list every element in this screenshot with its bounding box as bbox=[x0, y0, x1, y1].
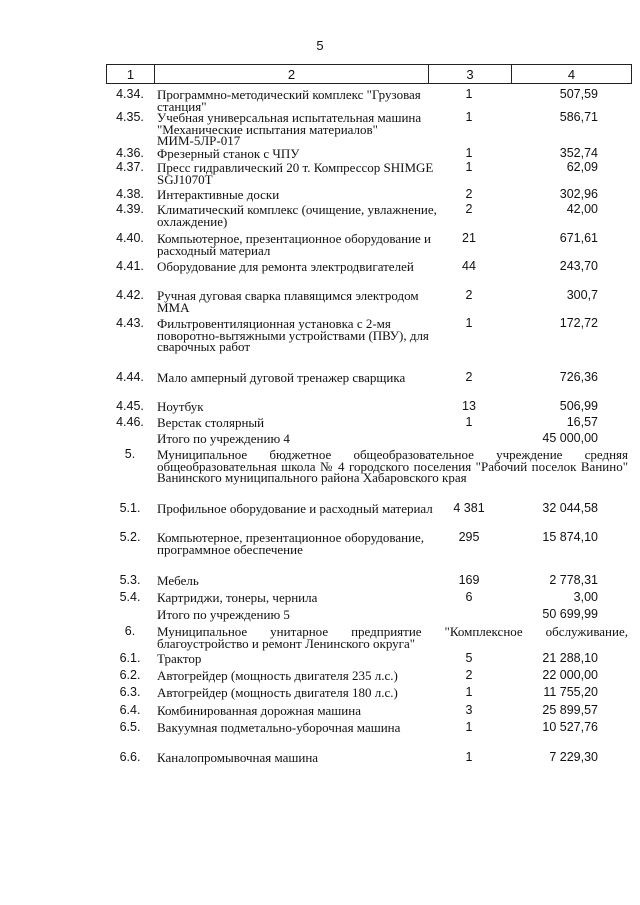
item-quantity: 2 bbox=[465, 288, 473, 302]
organization-row bbox=[106, 626, 632, 653]
item-quantity: 295 bbox=[458, 530, 480, 544]
item-quantity: 3 bbox=[465, 703, 473, 717]
item-sum: 3,00 bbox=[573, 590, 598, 604]
item-name: Фильтровентиляционная установка с 2-мя поворотно-вытяжными устройствами (ПВУ), для сварочных работ bbox=[157, 316, 429, 354]
row-number: 4.41. bbox=[116, 259, 144, 273]
item-quantity: 1 bbox=[465, 415, 473, 429]
table-row bbox=[106, 162, 632, 189]
row-number: 4.35. bbox=[116, 110, 144, 124]
item-name: Программно-методический комплекс "Грузовая станция" bbox=[157, 87, 421, 114]
item-quantity: 2 bbox=[465, 187, 473, 201]
item-sum: 10 527,76 bbox=[542, 720, 598, 734]
item-sum: 22 000,00 bbox=[542, 668, 598, 682]
row-number: 6.3. bbox=[119, 685, 141, 699]
item-name: Вакуумная подметально-уборочная машина bbox=[157, 720, 401, 735]
table-row bbox=[106, 503, 632, 532]
item-sum: 62,09 bbox=[566, 160, 598, 174]
item-quantity: 2 bbox=[465, 370, 473, 384]
item-sum: 671,61 bbox=[559, 231, 598, 245]
row-number: 4.45. bbox=[116, 399, 144, 413]
row-number: 4.43. bbox=[116, 316, 144, 330]
row-number: 4.39. bbox=[116, 202, 144, 216]
table-header bbox=[106, 64, 632, 84]
item-name: Итого по учреждению 4 bbox=[157, 431, 290, 446]
row-number: 5.1. bbox=[119, 501, 141, 515]
item-sum: 50 699,99 bbox=[542, 607, 598, 621]
table-row bbox=[106, 261, 632, 290]
table-row bbox=[106, 752, 632, 769]
row-number: 5.3. bbox=[119, 573, 141, 587]
item-name: Мебель bbox=[157, 573, 199, 588]
header-col-3: 3 bbox=[429, 65, 512, 83]
item-name: Автогрейдер (мощность двигателя 235 л.с.) bbox=[157, 668, 398, 683]
item-name: Ручная дуговая сварка плавящимся электродом ММА bbox=[157, 288, 419, 315]
item-quantity: 21 bbox=[462, 231, 476, 245]
item-sum: 16,57 bbox=[566, 415, 598, 429]
header-col-2: 2 bbox=[155, 65, 429, 83]
row-number: 6.1. bbox=[119, 651, 141, 665]
header-col-1: 1 bbox=[107, 65, 155, 83]
item-sum: 25 899,57 bbox=[542, 703, 598, 717]
row-number: 6.5. bbox=[119, 720, 141, 734]
item-quantity: 1 bbox=[465, 110, 473, 124]
row-number: 4.46. bbox=[116, 415, 144, 429]
table-row bbox=[106, 722, 632, 752]
item-sum: 32 044,58 bbox=[542, 501, 598, 515]
item-quantity: 1 bbox=[465, 146, 473, 160]
table-body bbox=[106, 89, 632, 769]
row-number: 6.4. bbox=[119, 703, 141, 717]
item-quantity: 1 bbox=[465, 750, 473, 764]
row-number: 4.38. bbox=[116, 187, 144, 201]
item-name: Верстак столярный bbox=[157, 415, 265, 430]
item-name: Профильное оборудование и расходный материал bbox=[157, 501, 433, 516]
row-number: 5. bbox=[124, 447, 136, 461]
item-name: Оборудование для ремонта электродвигателей bbox=[157, 259, 414, 274]
item-sum: 507,59 bbox=[559, 87, 598, 101]
item-name: Фрезерный станок с ЧПУ bbox=[157, 146, 300, 161]
table-row bbox=[106, 89, 632, 112]
item-quantity: 1 bbox=[465, 87, 473, 101]
row-number: 4.34. bbox=[116, 87, 144, 101]
item-quantity: 2 bbox=[465, 202, 473, 216]
item-quantity: 1 bbox=[465, 720, 473, 734]
page-number: 5 bbox=[316, 38, 324, 53]
item-name: Мало амперный дуговой тренажер сварщика bbox=[157, 370, 406, 385]
item-name: Компьютерное, презентационное оборудование, программное обеспечение bbox=[157, 530, 425, 557]
item-quantity: 5 bbox=[465, 651, 473, 665]
item-quantity: 44 bbox=[462, 259, 476, 273]
item-name: Интерактивные доски bbox=[157, 187, 280, 202]
table-row bbox=[106, 290, 632, 318]
item-sum: 7 229,30 bbox=[549, 750, 598, 764]
organization-row bbox=[106, 449, 632, 503]
table-row bbox=[106, 318, 632, 372]
item-quantity: 2 bbox=[465, 668, 473, 682]
row-number: 6. bbox=[124, 624, 136, 638]
item-sum: 45 000,00 bbox=[542, 431, 598, 445]
item-name: Комбинированная дорожная машина bbox=[157, 703, 361, 718]
row-number: 4.40. bbox=[116, 231, 144, 245]
item-name: Автогрейдер (мощность двигателя 180 л.с.) bbox=[157, 685, 398, 700]
organization-name: Муниципальное бюджетное общеобразовательное учреждение средняя общеобразовательная школа № 4 городского поселения "Рабочий поселок Ванино" Ванинского муниципального района Хабаровского края bbox=[157, 447, 628, 485]
item-quantity: 1 bbox=[465, 316, 473, 330]
item-sum: 15 874,10 bbox=[542, 530, 598, 544]
item-name: Ноутбук bbox=[157, 399, 204, 414]
item-quantity: 4 381 bbox=[453, 501, 485, 515]
item-sum: 302,96 bbox=[559, 187, 598, 201]
table-row bbox=[106, 233, 632, 261]
item-sum: 243,70 bbox=[559, 259, 598, 273]
table-row bbox=[106, 204, 632, 233]
row-number: 5.4. bbox=[119, 590, 141, 604]
organization-name: Муниципальное унитарное предприятие "Комплексное обслуживание, благоустройство и ремонт Ленинского округа" bbox=[157, 624, 628, 651]
row-number: 5.2. bbox=[119, 530, 141, 544]
row-number: 4.42. bbox=[116, 288, 144, 302]
row-number: 4.44. bbox=[116, 370, 144, 384]
item-quantity: 1 bbox=[465, 160, 473, 174]
item-sum: 506,99 bbox=[559, 399, 598, 413]
item-quantity: 169 bbox=[458, 573, 480, 587]
item-name: Пресс гидравлический 20 т. Компрессор SHIMGE SGJ1070T bbox=[157, 160, 434, 187]
item-name: Картриджи, тонеры, чернила bbox=[157, 590, 318, 605]
item-sum: 586,71 bbox=[559, 110, 598, 124]
item-sum: 11 755,20 bbox=[543, 685, 598, 699]
item-name: Климатический комплекс (очищение, увлажнение, охлаждение) bbox=[157, 202, 437, 229]
item-sum: 2 778,31 bbox=[549, 573, 598, 587]
item-sum: 352,74 bbox=[559, 146, 598, 160]
item-quantity: 6 bbox=[465, 590, 473, 604]
table-row bbox=[106, 372, 632, 401]
item-sum: 42,00 bbox=[566, 202, 598, 216]
row-number: 4.37. bbox=[116, 160, 144, 174]
table-row bbox=[106, 112, 632, 148]
item-sum: 21 288,10 bbox=[542, 651, 598, 665]
item-sum: 726,36 bbox=[559, 370, 598, 384]
item-sum: 300,7 bbox=[566, 288, 598, 302]
item-quantity: 13 bbox=[462, 399, 476, 413]
item-name: Трактор bbox=[157, 651, 202, 666]
row-number: 6.2. bbox=[119, 668, 141, 682]
row-number: 6.6. bbox=[119, 750, 141, 764]
table-row bbox=[106, 532, 632, 575]
row-number: 4.36. bbox=[116, 146, 144, 160]
item-quantity: 1 bbox=[465, 685, 473, 699]
item-name: Компьютерное, презентационное оборудование и расходный материал bbox=[157, 231, 431, 258]
header-col-4: 4 bbox=[567, 66, 576, 82]
item-name: Каналопромывочная машина bbox=[157, 750, 319, 765]
item-name: Итого по учреждению 5 bbox=[157, 607, 290, 622]
item-name: Учебная универсальная испытательная машина "Механические испытания материалов" МИМ-5ЛР-017 bbox=[157, 110, 422, 148]
item-sum: 172,72 bbox=[559, 316, 598, 330]
